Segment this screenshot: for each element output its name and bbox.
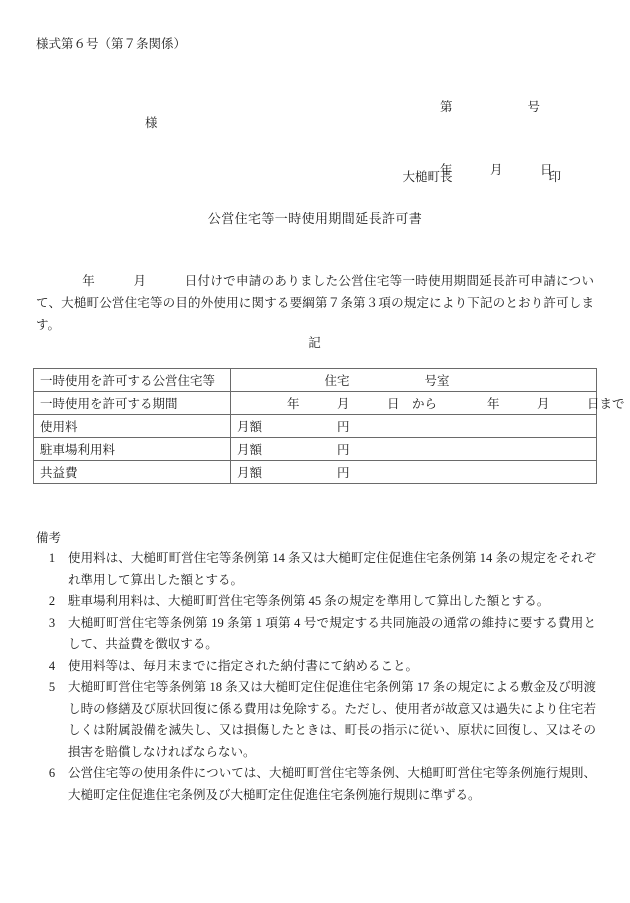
row-label-period: 一時使用を許可する期間	[34, 392, 231, 415]
list-item	[36, 677, 600, 763]
note-text: 大槌町町営住宅等条例第 19 条第 1 項第 4 号で規定する共同施設の通常の維持に要する費用として、共益費を徴収する。	[68, 615, 596, 651]
note-number: 3	[48, 615, 56, 630]
list-item	[36, 656, 600, 678]
document-number: 第 号	[440, 100, 541, 114]
body-paragraph-text: 年 月 日付けで申請のありました公営住宅等一時使用期間延長許可申請について、大槌町公営住宅等の目的外使用に関する要綱第７条第３項の規定により下記のとおり許可します。	[36, 274, 594, 332]
notes-section	[36, 528, 600, 806]
row-value-period[interactable]: 年 月 日 から 年 月 日まで	[231, 392, 597, 415]
note-number: 4	[48, 658, 56, 673]
row-label-usage-fee: 使用料	[34, 415, 231, 438]
row-label-dwelling: 一時使用を許可する公営住宅等	[34, 369, 231, 392]
addressee-line: 様	[145, 116, 158, 130]
table-row	[34, 392, 597, 415]
row-label-common-fee: 共益費	[34, 461, 231, 484]
row-value-parking-fee[interactable]: 月額 円	[231, 438, 597, 461]
note-text: 使用料は、大槌町町営住宅等条例第 14 条又は大槌町定住促進住宅条例第 14 条の規定をそれぞれ準用して算出した額とする。	[68, 551, 596, 587]
document-title: 公営住宅等一時使用期間延長許可書	[207, 211, 423, 226]
note-text: 駐車場利用料は、大槌町町営住宅等条例第 45 条の規定を準用して算出した額とする。	[68, 594, 550, 608]
table-row	[34, 415, 597, 438]
note-text: 大槌町町営住宅等条例第 18 条又は大槌町定住促進住宅条例第 17 条の規定による敷金及び明渡し時の修繕及び原状回復に係る費用は免除する。ただし、使用者が故意又は過失により住宅若しくは附属設備を滅失し、又は損傷したときは、町長の指示に従い、原状に回復し、又はその損害を賠償しなければならない。	[68, 680, 596, 759]
note-number: 6	[48, 766, 56, 780]
permit-details-table	[33, 368, 625, 484]
note-number: 2	[48, 594, 56, 608]
note-text: 使用料等は、毎月末までに指定された納付書にて納めること。	[68, 658, 419, 673]
issuer-block	[390, 152, 590, 200]
list-item	[36, 591, 600, 613]
notes-heading: 備考	[36, 531, 62, 545]
row-value-usage-fee[interactable]: 月額 円	[231, 415, 597, 438]
list-item	[36, 613, 600, 656]
table-row	[34, 369, 597, 392]
list-item	[36, 763, 600, 806]
note-number: 1	[48, 551, 56, 565]
issuer-name: 大槌町長	[402, 170, 453, 184]
table-row	[34, 461, 597, 484]
form-number: 様式第６号（第７条関係）	[36, 37, 187, 51]
row-label-parking-fee: 駐車場利用料	[34, 438, 231, 461]
list-item	[36, 548, 600, 591]
seal-mark: 印	[548, 170, 562, 184]
table-row	[34, 438, 597, 461]
note-text: 公営住宅等の使用条件については、大槌町町営住宅等条例、大槌町町営住宅等条例施行規則、大槌町定住促進住宅条例及び大槌町定住促進住宅条例施行規則に準ずる。	[68, 766, 596, 802]
row-value-dwelling[interactable]: 住宅 号室	[231, 369, 597, 392]
ki-marker: 記	[308, 336, 322, 350]
row-value-common-fee[interactable]: 月額 円	[231, 461, 597, 484]
body-paragraph	[36, 270, 594, 336]
document-date: 年 月 日	[440, 163, 553, 177]
note-number: 5	[48, 680, 56, 694]
